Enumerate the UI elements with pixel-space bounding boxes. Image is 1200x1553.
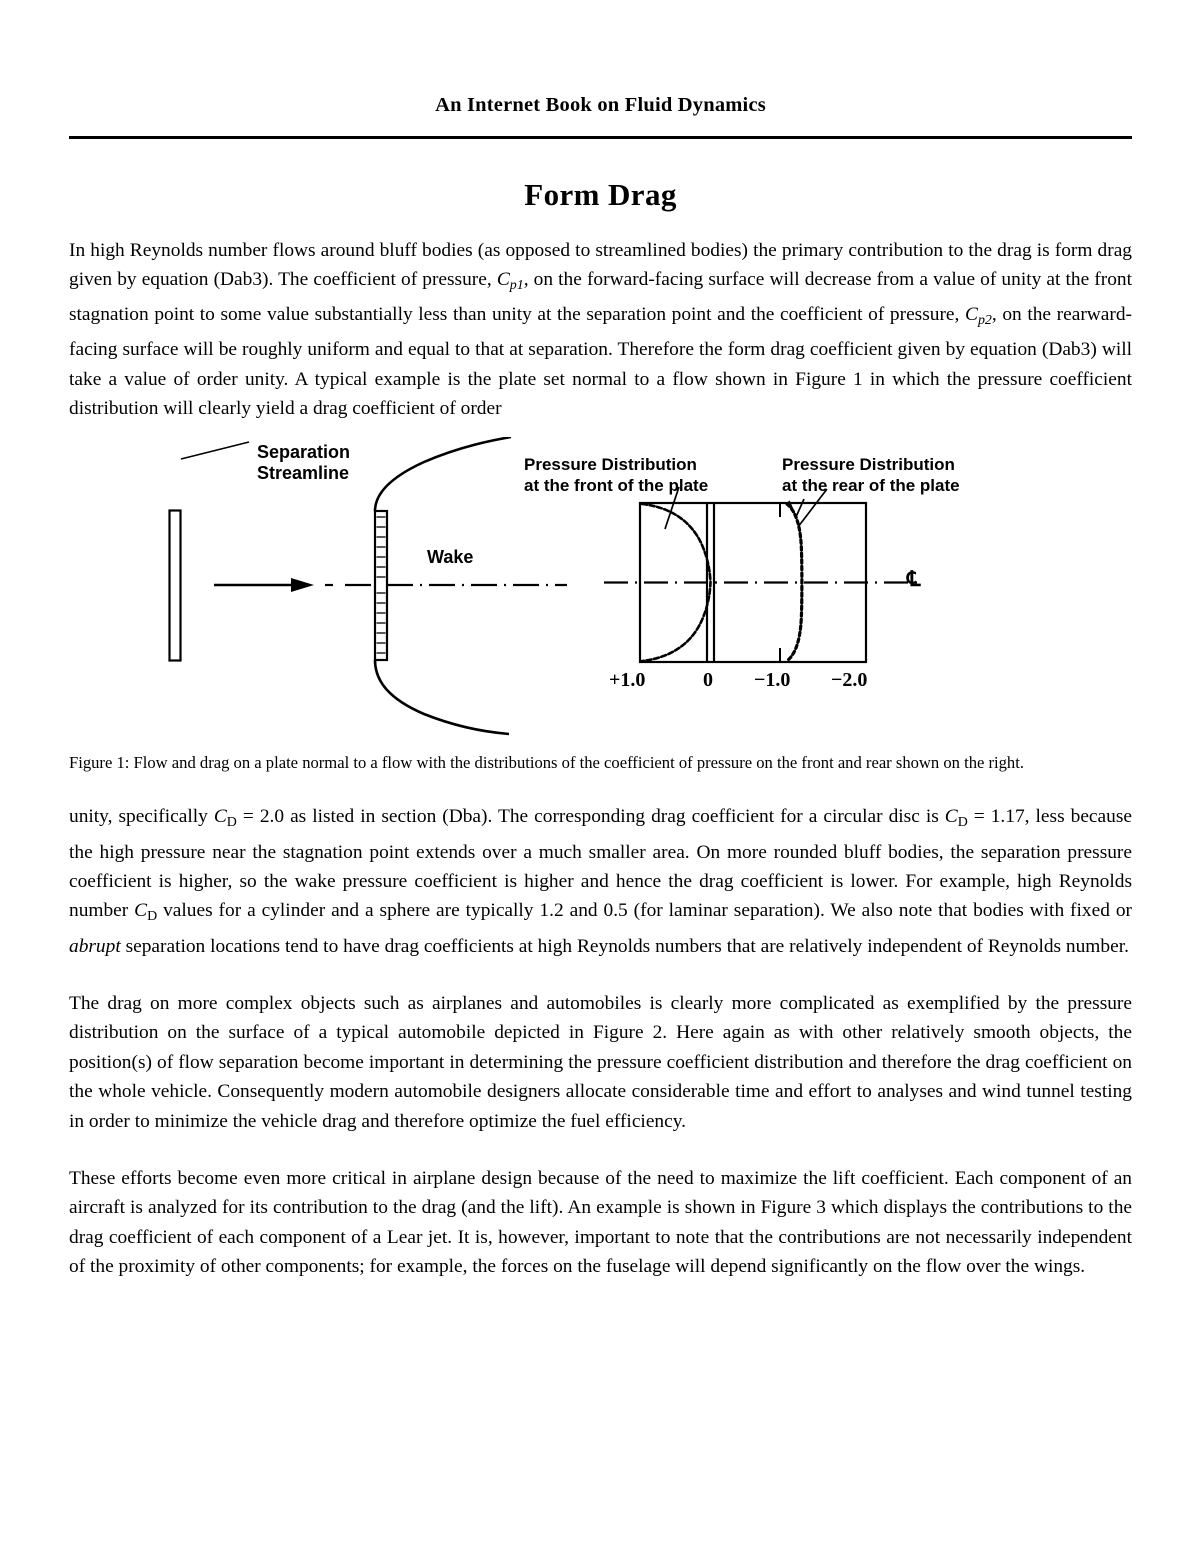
separation-streamline-label-line1: Separation — [257, 442, 351, 463]
axis-tick-zero: 0 — [703, 669, 713, 692]
chart-frame — [640, 503, 866, 662]
figure-1 — [69, 437, 1132, 737]
flow-arrow-icon — [214, 578, 314, 592]
paragraph-2-part-e: separation locations tend to have drag coefficients at high Reynolds numbers that are relatively independent of Reynolds number. — [120, 935, 1129, 957]
paragraph-2-italic-abrupt: abrupt — [69, 935, 121, 957]
paragraph-1-part-b: , on the forward-facing surface will decrease from a value of unity at the front stagnation point to some value substantially less than unity at the separation point and the coefficient of pressure, — [69, 268, 1133, 326]
axis-tick-minus-two: −2.0 — [831, 669, 868, 692]
separation-streamline-label-line2: Streamline — [257, 463, 350, 484]
paragraph-2 — [69, 802, 1132, 961]
separation-streamline-leader — [181, 442, 249, 459]
running-head: An Internet Book on Fluid Dynamics — [435, 94, 766, 116]
pressure-distribution-chart — [604, 487, 921, 662]
symbol-cp2-base: C — [965, 304, 978, 326]
plate-rectangle — [375, 511, 387, 660]
rear-pressure-title-line1: Pressure Distribution — [782, 455, 955, 475]
plate-flow-diagram — [170, 437, 568, 734]
symbol-cp1-sub: p1 — [509, 277, 524, 293]
symbol-cd1-base: C — [213, 806, 227, 828]
wake-label: Wake — [427, 547, 474, 568]
paragraph-1-part-a: In high Reynolds number flows around bluff bodies (as opposed to streamlined bodies) the primary contribution to the drag is form drag given by equation (Dab3). The coefficient of pressure, — [69, 239, 1132, 290]
separation-streamline-lower — [375, 660, 509, 734]
paragraph-3: The drag on more complex objects such as airplanes and automobiles is clearly more complicated as exemplified by the pressure distribution on the surface of a typical automobile depicted in Figure 2. Here again as with other relatively smooth objects, the position(s) of flow separation become important in determining the pressure coefficient distribution and therefore the drag coefficient on the whole vehicle. Consequently modern automobile designers allocate considerable time and effort to analyses and wind tunnel testing in order to minimize the vehicle drag and therefore optimize the fuel efficiency. — [69, 993, 1132, 1132]
symbol-cd1-sub: D — [226, 815, 237, 831]
front-pressure-title-line2: at the front of the plate — [524, 476, 709, 496]
plate-body — [170, 511, 181, 661]
paragraph-1-part-c: , on the rearward-facing surface will be roughly uniform and equal to that at separation. Therefore the form drag coefficient given by equation (Dab3) will take a value of order unity. A typical example is the plate set normal to a flow shown in Figure 1 in which the pressure coefficient distribution will clearly yield a drag coefficient of order — [69, 304, 1132, 420]
axis-tick-plus-one: +1.0 — [609, 669, 646, 692]
rear-pressure-curve — [787, 504, 802, 661]
symbol-cd2-sub: D — [957, 815, 968, 831]
front-pressure-title-line1: Pressure Distribution — [524, 455, 697, 475]
symbol-cd2-base: C — [944, 806, 958, 828]
rear-curve-notch — [789, 499, 804, 517]
centerline-symbol: ℄ — [907, 567, 921, 592]
paragraph-2-part-b: = 2.0 as listed in section (Dba). The corresponding drag coefficient for a circular disc is — [236, 806, 945, 828]
symbol-cd3-base: C — [134, 900, 148, 922]
rear-pressure-title — [782, 454, 960, 496]
paragraph-2-part-c: = 1.17, less because the high pressure near the stagnation point extends over a much smaller area. On more rounded bluff bodies, the separation pressure coefficient is higher, so the wake pressure coefficient is higher and hence the drag coefficient is lower. For example, high Reynolds number — [69, 806, 1132, 922]
page-content — [69, 0, 1132, 1282]
paragraph-2-part-d: values for a cylinder and a sphere are typically 1.2 and 0.5 (for laminar separation). We also note that bodies with fixed or — [157, 900, 1132, 922]
paragraph-1 — [69, 236, 1132, 424]
figure-1-caption: Figure 1: Flow and drag on a plate normal to a flow with the distributions of the coefficient of pressure on the front and rear shown on the right. — [69, 753, 1024, 773]
header-rule — [69, 136, 1132, 139]
paragraph-4: These efforts become even more critical in airplane design because of the need to maximize the lift coefficient. Each component of an aircraft is analyzed for its contribution to the drag (and the lift). An example is shown in Figure 3 which displays the contributions to the drag coefficient of each component of a Lear jet. It is, however, important to note that the contributions are not necessarily independent of the proximity of other components; for example, the forces on the fuselage will depend significantly on the flow over the wings. — [69, 1168, 1132, 1278]
symbol-cp1-base: C — [496, 268, 510, 290]
symbol-cp2-sub: p2 — [977, 312, 992, 328]
separation-streamline-upper — [375, 437, 511, 511]
separation-streamline-label — [257, 442, 350, 484]
axis-tick-minus-one: −1.0 — [754, 669, 791, 692]
symbol-cd3-sub: D — [147, 909, 158, 925]
rear-pressure-title-line2: at the rear of the plate — [782, 476, 960, 496]
front-pressure-title — [524, 454, 708, 496]
page-title: Form Drag — [524, 176, 677, 212]
paragraph-2-part-a: unity, specifically — [69, 806, 214, 828]
